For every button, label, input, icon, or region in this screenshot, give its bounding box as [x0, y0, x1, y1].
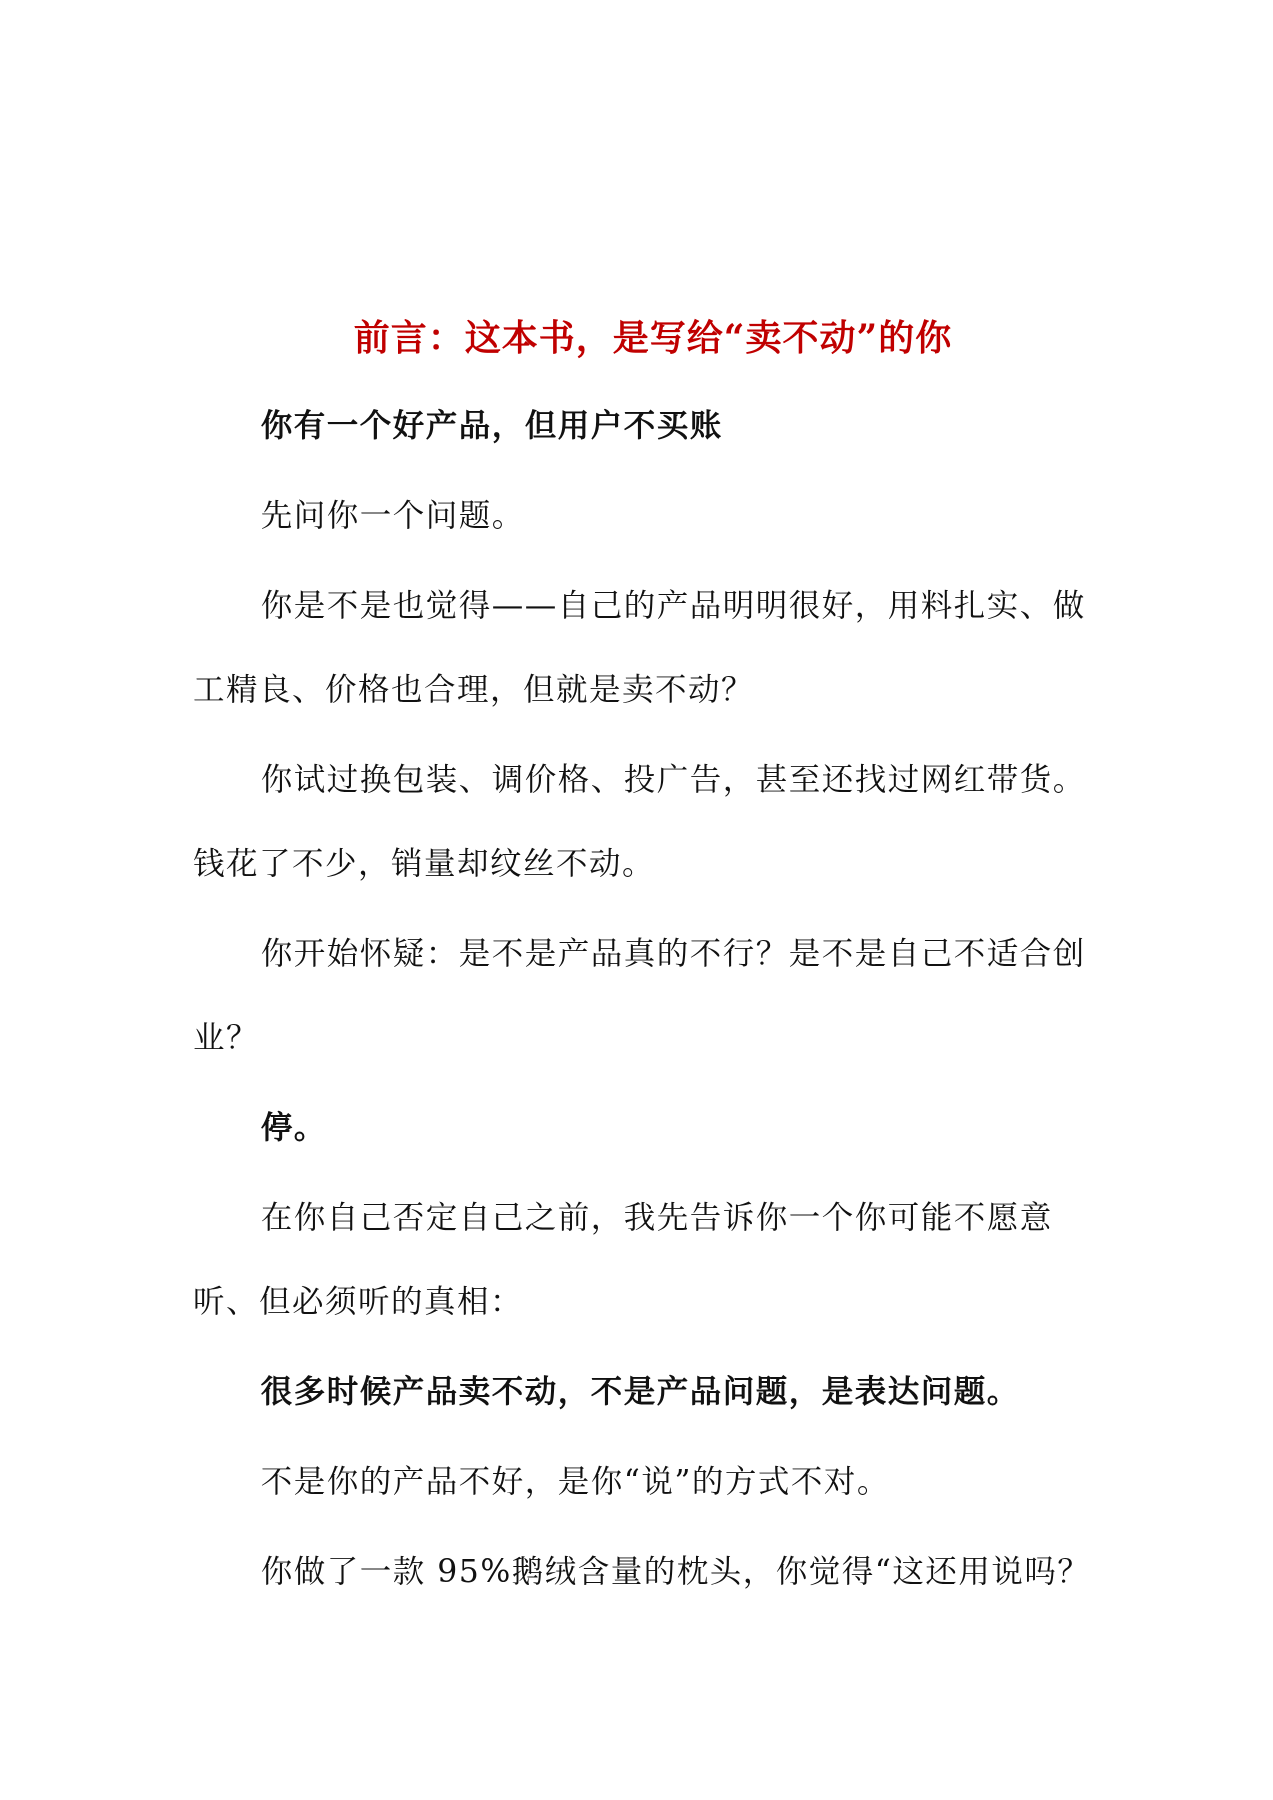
paragraph: 你试过换包装、调价格、投广告，甚至还找过网红带货。钱花了不少，销量却纹丝不动。: [193, 762, 1086, 882]
paragraph: 先问你一个问题。: [260, 498, 525, 534]
paragraph: 你开始怀疑：是不是产品真的不行？是不是自己不适合创业？: [193, 936, 1086, 1056]
paragraph: 你是不是也觉得——自己的产品明明很好，用料扎实、做工精良、价格也合理，但就是卖不动？: [193, 588, 1086, 708]
chapter-title: 前言：这本书，是写给“卖不动”的你: [353, 317, 953, 359]
paragraph: 你做了一款 95%鹅绒含量的枕头，你觉得“这还用说吗？: [260, 1554, 1091, 1590]
key-statement: 很多时候产品卖不动，不是产品问题，是表达问题。: [260, 1373, 1020, 1410]
section-heading: 你有一个好产品，但用户不买账: [260, 407, 723, 444]
emphasis-paragraph: 停。: [260, 1109, 327, 1146]
paragraph: 不是你的产品不好，是你“说”的方式不对。: [260, 1464, 890, 1500]
document-body: [193, 300, 1093, 1620]
paragraph: 在你自己否定自己之前，我先告诉你一个你可能不愿意听、但必须听的真相：: [193, 1200, 1053, 1320]
